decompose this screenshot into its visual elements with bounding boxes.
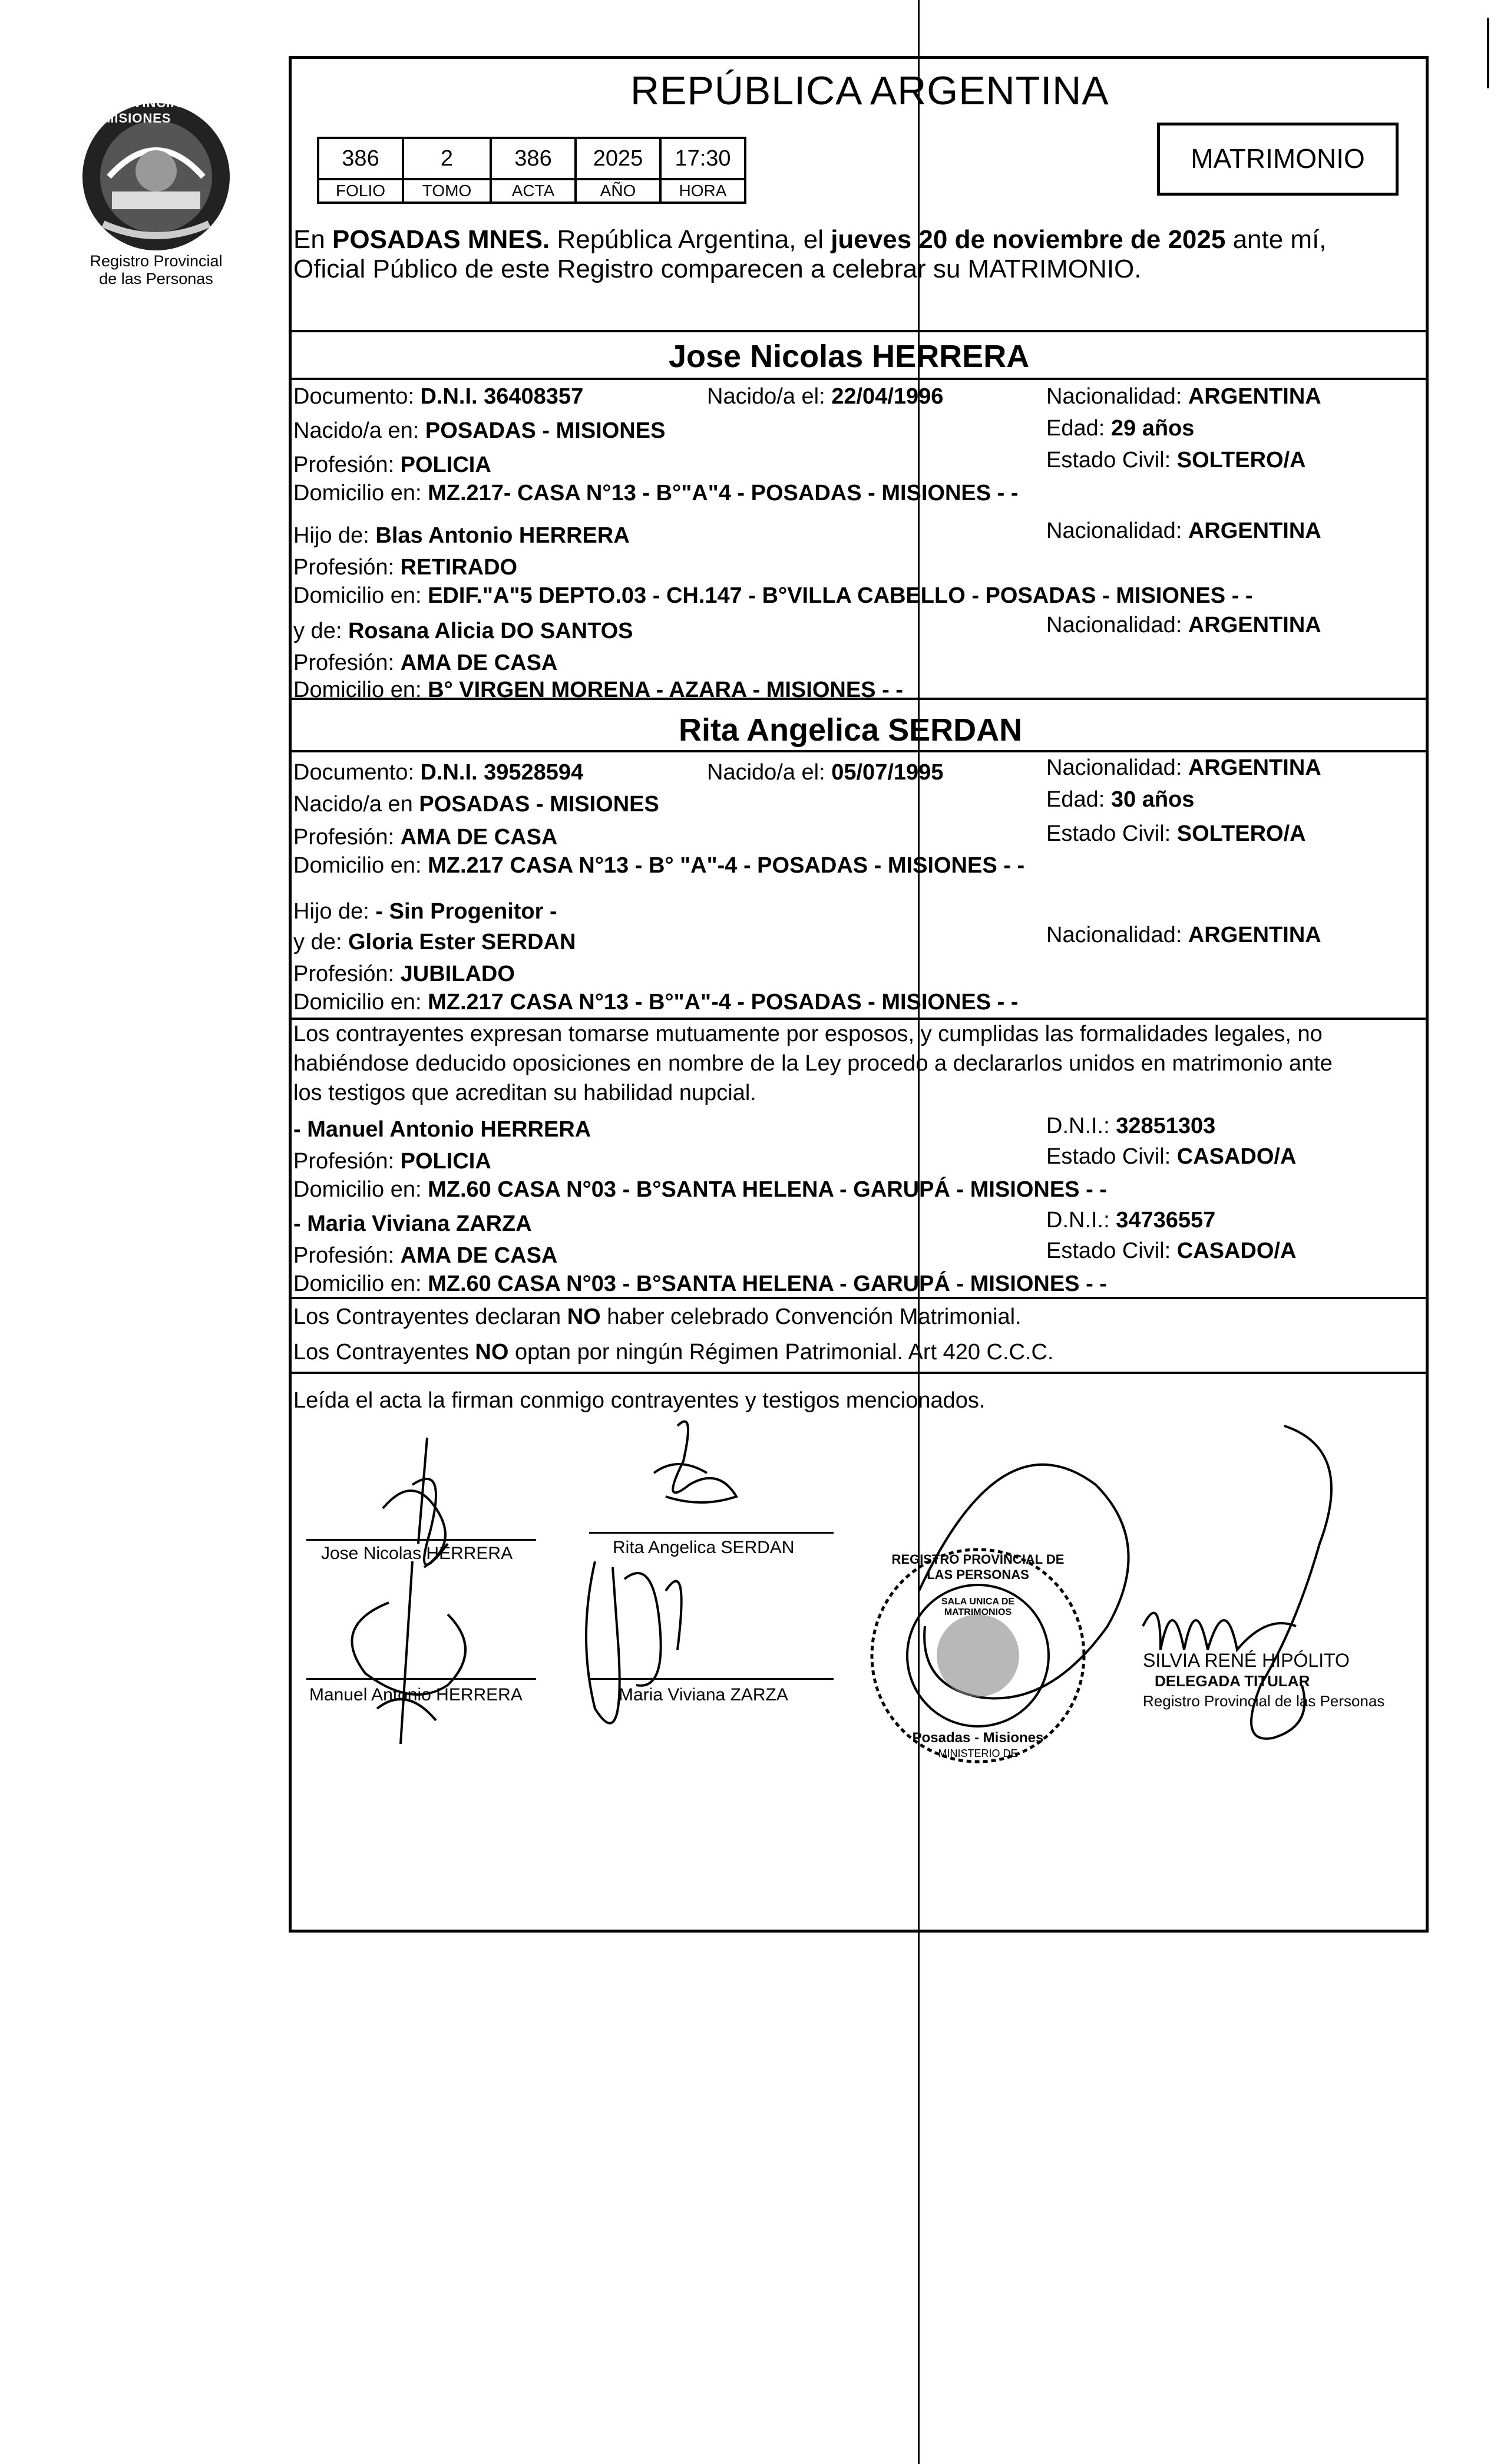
witness2-addr: Domicilio en: MZ.60 CASA N°03 - B°SANTA HELENA - GARUPÁ - MISIONES - - <box>293 1271 1107 1296</box>
spouse2-birthplace: Nacido/a en POSADAS - MISIONES <box>293 792 659 817</box>
witness1-civil: Estado Civil: CASADO/A <box>1046 1144 1297 1169</box>
spouse2-born: Nacido/a el: 05/07/1995 <box>707 760 944 785</box>
sig-label-3: Manuel Antonio HERRERA <box>309 1685 523 1705</box>
spouse1-mother-addr: Domicilio en: B° VIRGEN MORENA - AZARA - MISIONES - - <box>293 678 903 702</box>
spouse1-father: Hijo de: Blas Antonio HERRERA <box>293 523 630 548</box>
spouse1-civil: Estado Civil: SOLTERO/A <box>1046 448 1306 473</box>
spouse1-prof: Profesión: POLICIA <box>293 452 491 477</box>
spouse1-father-addr: Domicilio en: EDIF."A"5 DEPTO.03 - CH.147 - B°VILLA CABELLO - POSADAS - MISIONES - - <box>293 583 1253 608</box>
spouse1-name: Jose Nicolas HERRERA <box>669 339 1030 374</box>
folio-value: 386 <box>318 138 403 179</box>
spouse2-mother-prof: Profesión: JUBILADO <box>293 962 515 986</box>
page-title: REPÚBLICA ARGENTINA <box>630 68 1109 113</box>
intro-date: jueves 20 de noviembre de 2025 <box>831 225 1226 254</box>
spouse1-born: Nacido/a el: 22/04/1996 <box>707 384 944 409</box>
spouse2-civil: Estado Civil: SOLTERO/A <box>1046 821 1306 846</box>
sig-label-4: Maria Viviana ZARZA <box>619 1685 788 1705</box>
logo-text: PROVINCIA DE MISIONES <box>103 95 204 125</box>
tomo-value: 2 <box>403 138 491 179</box>
logo-caption-1: Registro Provincial <box>90 252 223 270</box>
spouse1-doc: Documento: D.N.I. 36408357 <box>293 384 584 409</box>
witness2-prof: Profesión: AMA DE CASA <box>293 1243 558 1268</box>
official-name: SILVIA RENÉ HIPÓLITO <box>1143 1650 1350 1671</box>
hora-label: HORA <box>660 179 745 203</box>
spouse1-birthplace: Nacido/a en: POSADAS - MISIONES <box>293 418 666 443</box>
spouse1-nat: Nacionalidad: ARGENTINA <box>1046 384 1321 409</box>
sig-label-1: Jose Nicolas HERRERA <box>321 1544 513 1563</box>
stamp-bottom-text: Posadas - Misiones <box>912 1730 1044 1746</box>
witness2-dni: D.N.I.: 34736557 <box>1046 1208 1216 1233</box>
declaration-line-3: los testigos que acreditan su habilidad nupcial. <box>293 1081 756 1105</box>
anio-label: AÑO <box>576 179 660 203</box>
acta-label: ACTA <box>491 179 576 203</box>
spouse1-mother-nat: Nacionalidad: ARGENTINA <box>1046 613 1321 638</box>
convention-line-2: Los Contrayentes NO optan por ningún Régimen Patrimonial. Art 420 C.C.C. <box>293 1340 1054 1365</box>
spouse1-mother: y de: Rosana Alicia DO SANTOS <box>293 619 633 643</box>
spouse2-nat: Nacionalidad: ARGENTINA <box>1046 755 1321 780</box>
stamp-outer-text: REGISTRO PROVINCIAL DE LAS PERSONAS <box>891 1552 1065 1582</box>
act-type-box: MATRIMONIO <box>1157 123 1399 196</box>
witness1-prof: Profesión: POLICIA <box>293 1149 491 1174</box>
official-org: Registro Provincial de las Personas <box>1143 1692 1385 1710</box>
intro-place: POSADAS MNES. <box>332 225 550 254</box>
spouse1-addr: Domicilio en: MZ.217- CASA N°13 - B°"A"4 - POSADAS - MISIONES - - <box>293 481 1019 506</box>
spouse2-name: Rita Angelica SERDAN <box>679 712 1023 748</box>
logo-caption-2: de las Personas <box>99 270 213 288</box>
folio-label: FOLIO <box>318 179 403 203</box>
stamp-ministry-text: MINISTERIO DE <box>938 1748 1018 1759</box>
spouse2-prof: Profesión: AMA DE CASA <box>293 825 558 850</box>
hora-value: 17:30 <box>660 138 745 179</box>
spouse2-mother: y de: Gloria Ester SERDAN <box>293 930 576 954</box>
closing-line: Leída el acta la firman conmigo contrayentes y testigos mencionados. <box>293 1388 986 1413</box>
spouse1-age: Edad: 29 años <box>1046 416 1195 441</box>
witness1-addr: Domicilio en: MZ.60 CASA N°03 - B°SANTA HELENA - GARUPÁ - MISIONES - - <box>293 1177 1107 1202</box>
spouse2-age: Edad: 30 años <box>1046 787 1195 812</box>
spouse1-father-prof: Profesión: RETIRADO <box>293 555 518 580</box>
signature-witness2 <box>586 1561 682 1723</box>
acta-value: 386 <box>491 138 576 179</box>
witness1-name: - Manuel Antonio HERRERA <box>293 1117 591 1142</box>
witness2-name: - Maria Viviana ZARZA <box>293 1211 532 1236</box>
official-role: DELEGADA TITULAR <box>1155 1672 1310 1690</box>
spouse1-father-nat: Nacionalidad: ARGENTINA <box>1046 518 1321 543</box>
anio-value: 2025 <box>576 138 660 179</box>
convention-line-1: Los Contrayentes declaran NO haber celebrado Convención Matrimonial. <box>293 1304 1022 1329</box>
declaration-line-2: habiéndose deducido oposiciones en nombre de la Ley procedo a declararlos unidos en matrimonio ante <box>293 1051 1333 1076</box>
tomo-label: TOMO <box>403 179 491 203</box>
spouse1-mother-prof: Profesión: AMA DE CASA <box>293 650 558 675</box>
spouse2-mother-addr: Domicilio en: MZ.217 CASA N°13 - B°"A"-4 - POSADAS - MISIONES - - <box>293 990 1019 1015</box>
official-stamp <box>866 1544 1090 1768</box>
spouse2-addr: Domicilio en: MZ.217 CASA N°13 - B° "A"-4 - POSADAS - MISIONES - - <box>293 853 1025 878</box>
declaration-line-1: Los contrayentes expresan tomarse mutuamente por esposos, y cumplidas las formalidades legales, no <box>293 1022 1323 1046</box>
witness1-dni: D.N.I.: 32851303 <box>1046 1114 1216 1138</box>
witness2-civil: Estado Civil: CASADO/A <box>1046 1238 1297 1263</box>
stamp-inner-text: SALA UNICA DE MATRIMONIOS <box>941 1597 1015 1617</box>
signature-witness1 <box>352 1561 466 1744</box>
spouse2-doc: Documento: D.N.I. 39528594 <box>293 760 584 785</box>
signature-spouse2 <box>666 1422 736 1503</box>
intro-line-1: En POSADAS MNES. República Argentina, el jueves 20 de noviembre de 2025 ante mí, <box>293 225 1327 254</box>
sig-label-2: Rita Angelica SERDAN <box>613 1538 795 1557</box>
intro-line-2: Oficial Público de este Registro comparecen a celebrar su MATRIMONIO. <box>293 255 1142 283</box>
spouse2-mother-nat: Nacionalidad: ARGENTINA <box>1046 923 1321 947</box>
spouse2-father: Hijo de: - Sin Progenitor - <box>293 899 557 924</box>
